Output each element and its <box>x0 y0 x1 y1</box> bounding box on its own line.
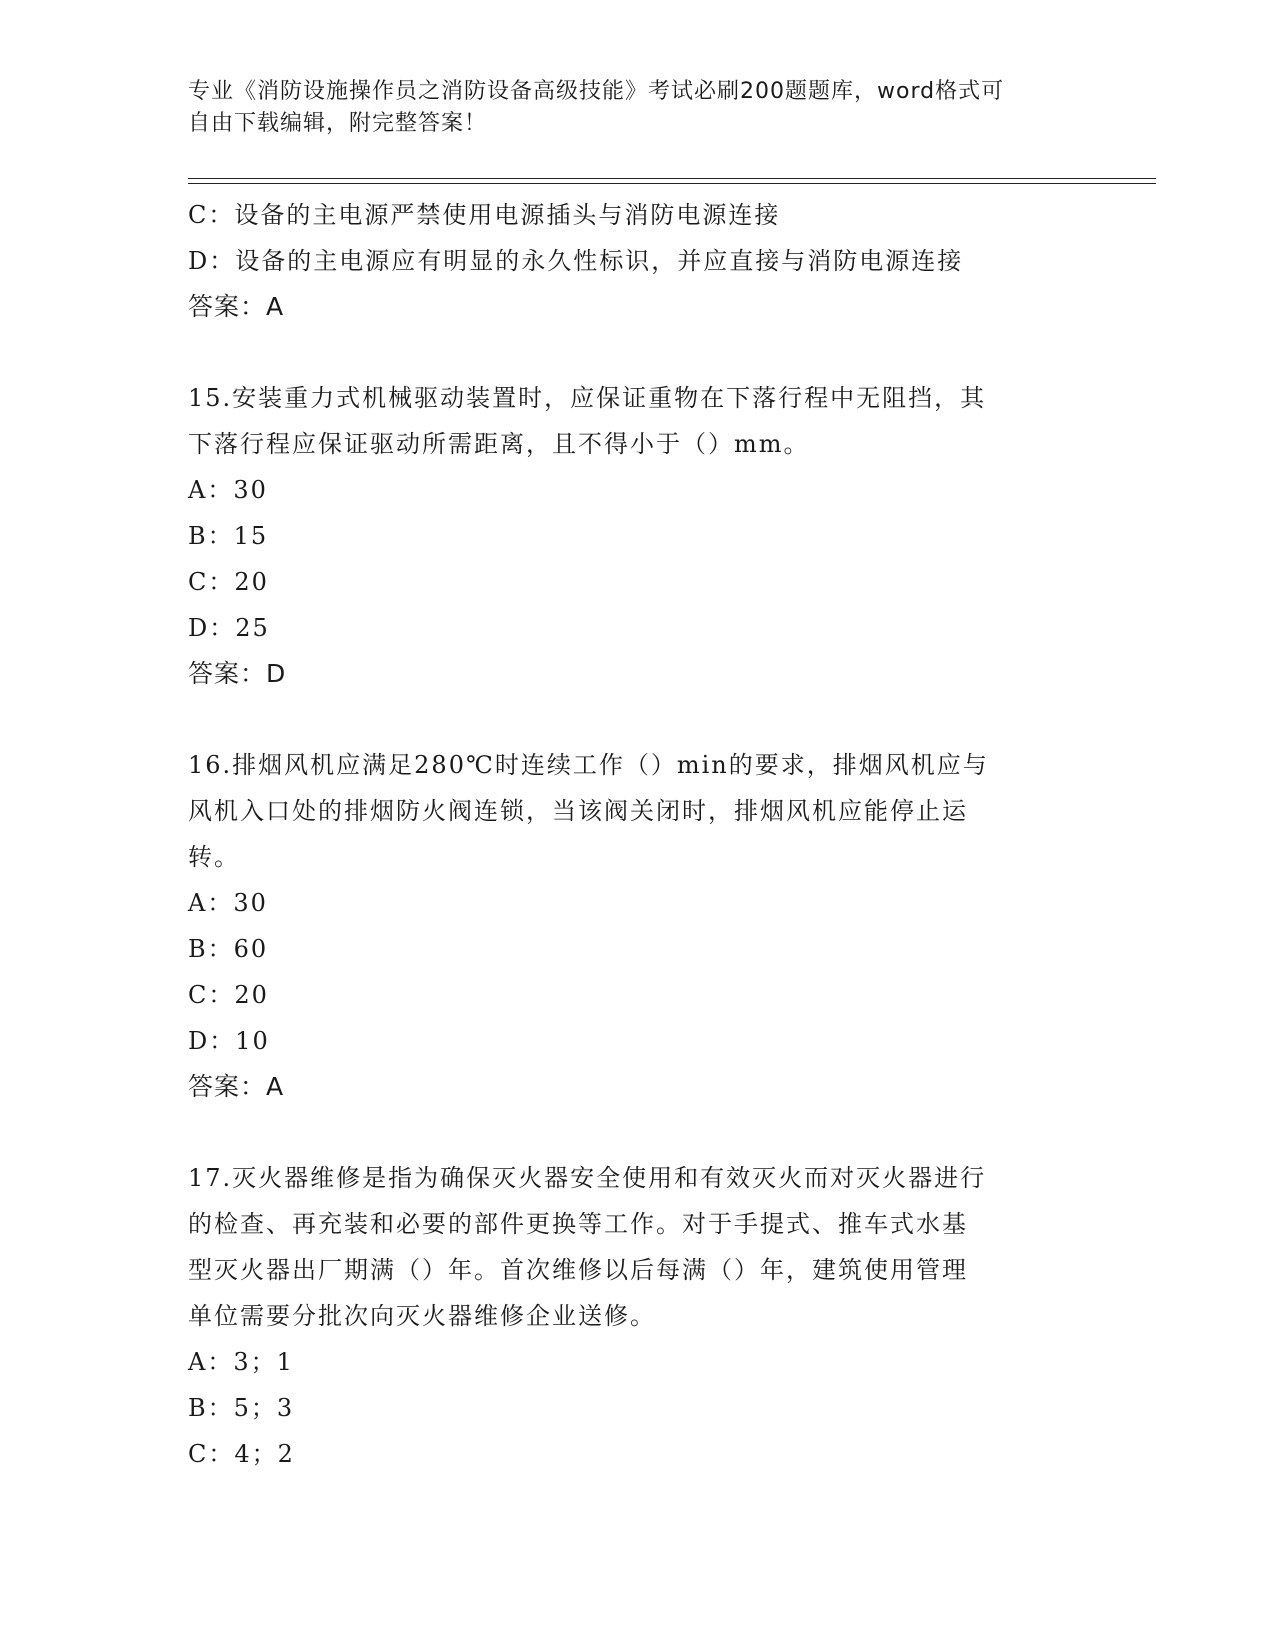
answer-label: 答案：A <box>188 292 285 321</box>
question-stem-line: 型灭火器出厂期满（）年。首次维修以后每满（）年，建筑使用管理 <box>188 1256 968 1284</box>
question-16 <box>188 742 1068 1110</box>
option-b: B：5；3 <box>188 1394 295 1422</box>
question-17 <box>188 1155 1068 1477</box>
answer-label: 答案：D <box>188 659 287 688</box>
question-list <box>188 192 1068 1477</box>
question-stem-line: 15.安装重力式机械驱动装置时，应保证重物在下落行程中无阻挡，其 <box>188 384 987 412</box>
question-stem-line: 下落行程应保证驱动所需距离，且不得小于（）mm。 <box>188 430 810 458</box>
question-stem-line: 的检查、再充装和必要的部件更换等工作。对于手提式、推车式水基 <box>188 1210 968 1238</box>
option-c: C：20 <box>188 981 269 1009</box>
option-b: B：60 <box>188 935 269 963</box>
option-c: C：4；2 <box>188 1440 295 1468</box>
option-c: C：设备的主电源严禁使用电源插头与消防电源连接 <box>188 201 781 229</box>
header-divider-top <box>188 178 1156 179</box>
question-stem-line: 17.灭火器维修是指为确保灭火器安全使用和有效灭火而对灭火器进行 <box>188 1164 987 1192</box>
header-line-1: 专业《消防设施操作员之消防设备高级技能》考试必刷200题题库，word格式可 <box>188 79 1005 104</box>
option-a: A：3；1 <box>188 1348 294 1376</box>
question-stem-line: 风机入口处的排烟防火阀连锁，当该阀关闭时，排烟风机应能停止运 <box>188 797 968 825</box>
header-line-2: 自由下载编辑，附完整答案！ <box>188 111 488 136</box>
question-stem-line: 转。 <box>188 843 240 871</box>
option-c: C：20 <box>188 568 269 596</box>
header-divider-bottom <box>188 183 1156 184</box>
answer-label: 答案：A <box>188 1072 285 1101</box>
question-15 <box>188 375 1068 697</box>
spacer <box>188 330 1068 375</box>
document-header <box>188 76 1068 140</box>
spacer <box>188 697 1068 742</box>
option-a: A：30 <box>188 889 268 917</box>
spacer <box>188 1110 1068 1155</box>
option-d: D：10 <box>188 1027 270 1055</box>
question-stem-line: 16.排烟风机应满足280℃时连续工作（）min的要求，排烟风机应与 <box>188 751 989 779</box>
question-stem-line: 单位需要分批次向灭火器维修企业送修。 <box>188 1302 656 1330</box>
option-d: D：25 <box>188 614 270 642</box>
option-a: A：30 <box>188 476 268 504</box>
option-b: B：15 <box>188 522 269 550</box>
option-d: D：设备的主电源应有明显的永久性标识，并应直接与消防电源连接 <box>188 247 964 275</box>
question-14-continued <box>188 192 1068 330</box>
